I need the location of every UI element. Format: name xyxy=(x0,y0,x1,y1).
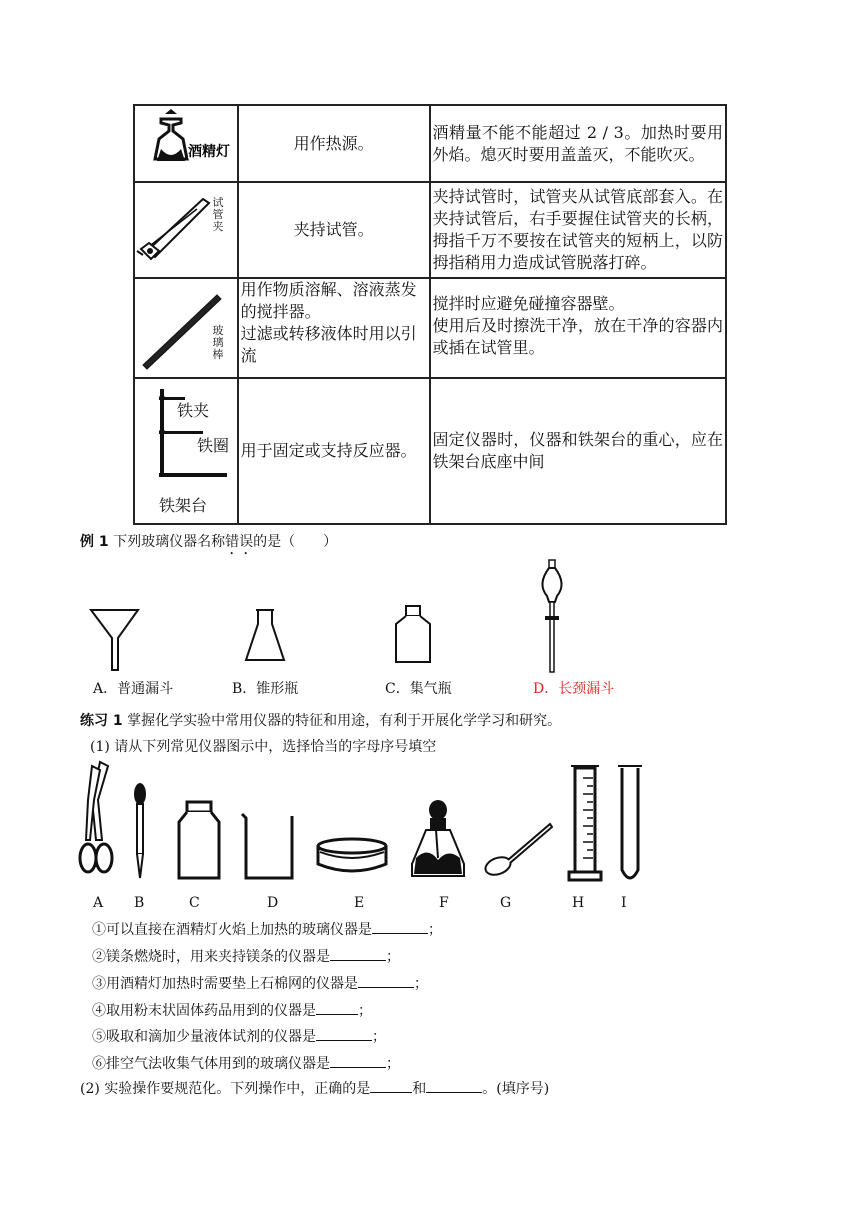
answer-blank[interactable] xyxy=(358,973,414,988)
letter-i: I xyxy=(621,895,627,911)
table-row xyxy=(134,182,726,278)
iron-stand-cell xyxy=(134,378,238,524)
question-6: ⑥排空气法收集气体用到的玻璃仪器是 ； xyxy=(92,1053,400,1074)
practice1-intro xyxy=(80,711,561,731)
evaporating-dish-icon xyxy=(316,838,388,878)
question-5: ⑤吸取和滴加少量液体试剂的仪器是 ； xyxy=(92,1026,386,1047)
practice1-sub1: (1) 请从下列常见仪器图示中，选择恰当的字母序号填空 xyxy=(90,739,437,755)
funnel-icon xyxy=(88,600,148,670)
letter-e: E xyxy=(354,895,365,911)
question-1: ①可以直接在酒精灯火焰上加热的玻璃仪器是 ； xyxy=(92,919,442,940)
glass-rod-use-line1: 用作物质溶解、溶液蒸发的搅拌器。 xyxy=(240,280,417,321)
option-c: C．集气瓶 xyxy=(385,681,452,697)
glass-rod-note-line2: 使用后及时擦洗干净，放在干净的容器内或插在试管里。 xyxy=(432,316,723,357)
beaker-icon xyxy=(240,812,300,882)
glass-rod-note xyxy=(430,278,726,378)
svg-text:酒精灯: 酒精灯 xyxy=(188,144,230,160)
practice1-sub2: (2) 实验操作要规范化。下列操作中，正确的是 和 。(填序号) xyxy=(80,1078,549,1099)
letter-h: H xyxy=(572,895,585,911)
rod-char-3: 棒 xyxy=(212,348,224,361)
instrument-table xyxy=(133,104,727,525)
iron-stand-use: 用于固定或支持反应器。 xyxy=(238,378,430,524)
answer-blank[interactable] xyxy=(370,1078,412,1093)
test-tube-holder-use: 夹持试管。 xyxy=(238,182,430,278)
option-a: A．普通漏斗 xyxy=(93,681,174,697)
crucible-tongs-icon xyxy=(78,760,118,880)
table-row xyxy=(134,378,726,524)
answer-blank[interactable] xyxy=(316,1026,372,1041)
option-b: B．锥形瓶 xyxy=(232,681,299,697)
letter-a: A xyxy=(93,895,104,911)
example1-question xyxy=(80,532,337,558)
wide-mouth-bottle-icon xyxy=(175,800,225,880)
alcohol-lamp-cell xyxy=(134,105,238,182)
alcohol-lamp-f-icon xyxy=(408,798,468,880)
letter-d: D xyxy=(267,895,279,911)
glass-rod-use xyxy=(238,278,430,378)
holder-char-3: 夹 xyxy=(212,220,224,233)
glass-rod-use-line2: 过滤或转移液体时用以引流 xyxy=(240,324,417,365)
holder-char-2: 管 xyxy=(212,208,224,221)
question-2: ②镁条燃烧时，用来夹持镁条的仪器是 ； xyxy=(92,946,400,967)
medicine-spoon-icon xyxy=(484,820,554,880)
letter-b: B xyxy=(134,895,145,911)
gas-bottle-icon xyxy=(392,604,436,664)
long-neck-funnel-icon xyxy=(537,560,567,672)
example1-emphasis: 错误 xyxy=(225,534,254,550)
table-row xyxy=(134,278,726,378)
glass-rod-cell xyxy=(134,278,238,378)
answer-blank[interactable] xyxy=(316,1000,358,1015)
alcohol-lamp-note: 酒精量不能不能超过 2 / 3。加热时要用外焰。熄灭时要用盖盖灭，不能吹灭。 xyxy=(430,105,726,182)
test-tube-icon xyxy=(616,764,646,886)
conical-flask-icon xyxy=(240,606,290,666)
question-3: ③用酒精灯加热时需要垫上石棉网的仪器是 ； xyxy=(92,973,428,994)
rod-char-2: 璃 xyxy=(212,336,224,349)
answer-blank[interactable] xyxy=(426,1078,482,1093)
answer-blank[interactable] xyxy=(372,919,428,934)
example1-label: 例 1 xyxy=(80,534,109,550)
iron-stand-label: 铁架台 xyxy=(159,496,208,515)
practice1-label: 练习 1 xyxy=(80,713,123,729)
glass-rod-note-line1: 搅拌时应避免碰撞容器壁。 xyxy=(432,294,625,313)
alcohol-lamp-icon xyxy=(139,109,234,179)
letter-c: C xyxy=(189,895,200,911)
test-tube-holder-cell xyxy=(134,182,238,278)
question-4: ④取用粉末状固体药品用到的仪器是 ； xyxy=(92,1000,372,1021)
practice1-intro-text: 掌握化学实验中常用仪器的特征和用途，有利于开展化学学习和研究。 xyxy=(127,713,562,729)
alcohol-lamp-use: 用作热源。 xyxy=(238,105,430,182)
graduated-cylinder-icon xyxy=(567,764,603,884)
example1-text-before: 下列玻璃仪器名称 xyxy=(113,534,226,550)
iron-stand-note: 固定仪器时，仪器和铁架台的重心，应在铁架台底座中间 xyxy=(430,378,726,524)
option-d-answer: D．长颈漏斗 xyxy=(533,681,615,697)
test-tube-holder-note: 夹持试管时，试管夹从试管底部套入。在夹持试管后，右手要握住试管夹的长柄，拇指千万不要按在试管夹的短柄上，以防拇指稍用力造成试管脱落打碎。 xyxy=(430,182,726,278)
letter-g: G xyxy=(500,895,512,911)
iron-ring-label: 铁圈 xyxy=(197,436,230,455)
rod-char-1: 玻 xyxy=(212,324,224,337)
answer-blank[interactable] xyxy=(330,1053,386,1068)
iron-clamp-label: 铁夹 xyxy=(177,401,210,420)
test-tube-holder-icon xyxy=(137,189,217,269)
letter-f: F xyxy=(439,895,449,911)
holder-char-1: 试 xyxy=(212,196,224,209)
dropper-icon xyxy=(130,782,150,882)
answer-blank[interactable] xyxy=(330,946,386,961)
table-row xyxy=(134,105,726,182)
example1-text-after: 的是（ ） xyxy=(253,534,338,550)
